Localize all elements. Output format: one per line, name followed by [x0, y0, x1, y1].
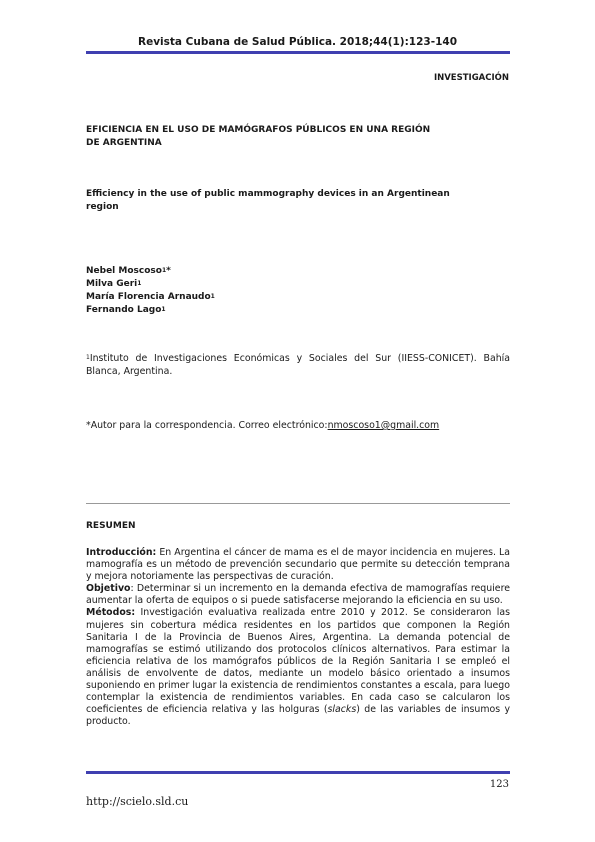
- email-link[interactable]: nmoscoso1@gmail.com: [327, 420, 440, 431]
- affiliation-text: Instituto de Investigaciones Económicas y Sociales del Sur (IIESS-CONICET). Bahía Blanca, Argentina.: [86, 353, 510, 377]
- intro-label: Introducción:: [86, 547, 157, 558]
- metodos-text-end: ) de las variables de insumos y producto.: [86, 704, 510, 728]
- objetivo-text: : Determinar si un incremento en la demanda efectiva de mamografías requiere aumentar la oferta de equipos o si puede satisfacerse mejorando la eficiencia en su uso.: [86, 583, 510, 607]
- abstract-heading: RESUMEN: [86, 521, 136, 531]
- header-rule: [86, 51, 510, 54]
- author: [86, 278, 215, 291]
- affiliation: [86, 352, 510, 378]
- author-name: Nebel Moscoso: [86, 266, 162, 276]
- author-list: [86, 265, 215, 317]
- title-spanish-line: DE ARGENTINA: [86, 138, 162, 148]
- correspondence-text: *Autor para la correspondencia. Correo electrónico:: [86, 420, 328, 431]
- affiliation-mark: 1: [161, 267, 167, 274]
- affiliation-mark: 1: [210, 293, 215, 300]
- author: [86, 265, 215, 278]
- title-english: [86, 188, 506, 214]
- metodos-italic-term: slacks: [327, 704, 357, 716]
- abstract-objetivo: [86, 583, 510, 607]
- section-divider: [86, 503, 510, 504]
- footer-rule: [86, 771, 510, 774]
- title-english-line: region: [86, 202, 119, 212]
- metodos-text: Investigación evaluativa realizada entre 2010 y 2012. Se consideraron las mujeres sin cobertura médica residentes en los partidos que componen la Región Sanitaria I de la Provincia de Buenos Aires, Argentina. La demanda potencial de mamografías se estimó utilizando dos protocolos clínicos alternativos. Para estimar la eficiencia relativa de los mamógrafos públicos de la Región Sanitaria I se empleó el análisis de envolvente de datos, mediante un modelo básico orientado a insumos suponiendo en primer lugar la existencia de rendimientos constantes a escala, para luego contemplar la existencia de rendimientos variables. En cada caso se calcularon los coeficientes de eficiencia relativa y las holguras (: [86, 607, 510, 716]
- journal-header: Revista Cubana de Salud Pública. 2018;44(1):123-140: [137, 36, 457, 48]
- abstract-body: [86, 547, 510, 728]
- correspondence-note: [86, 419, 516, 432]
- author-name: Fernando Lago: [86, 305, 162, 315]
- page-number: 123: [489, 779, 509, 790]
- metodos-label: Métodos:: [86, 607, 136, 619]
- abstract-introduccion: [86, 547, 510, 583]
- affiliation-mark: 1: [86, 354, 90, 361]
- title-english-line: Efficiency in the use of public mammography devices in an Argentinean: [86, 189, 450, 199]
- affiliation-mark: 1: [161, 306, 166, 313]
- title-spanish: [86, 124, 506, 150]
- affiliation-mark: 1: [137, 280, 142, 287]
- author: [86, 304, 215, 317]
- author-name: Milva Geri: [86, 279, 138, 289]
- author-name: María Florencia Arnaudo: [86, 292, 211, 302]
- title-spanish-line: EFICIENCIA EN EL USO DE MAMÓGRAFOS PÚBLICOS EN UNA REGIÓN: [86, 125, 431, 135]
- corresponding-mark: *: [166, 266, 171, 276]
- section-label: INVESTIGACIÓN: [433, 73, 509, 83]
- author: [86, 291, 215, 304]
- footer-url: http://scielo.sld.cu: [86, 795, 189, 808]
- objetivo-label: Objetivo: [86, 583, 131, 595]
- intro-text: En Argentina el cáncer de mama es el de mayor incidencia en mujeres. La mamografía es un método de prevención secundario que permite su detección temprana y mejora notoriamente las perspectivas de curación.: [86, 547, 510, 583]
- abstract-metodos: [86, 607, 510, 728]
